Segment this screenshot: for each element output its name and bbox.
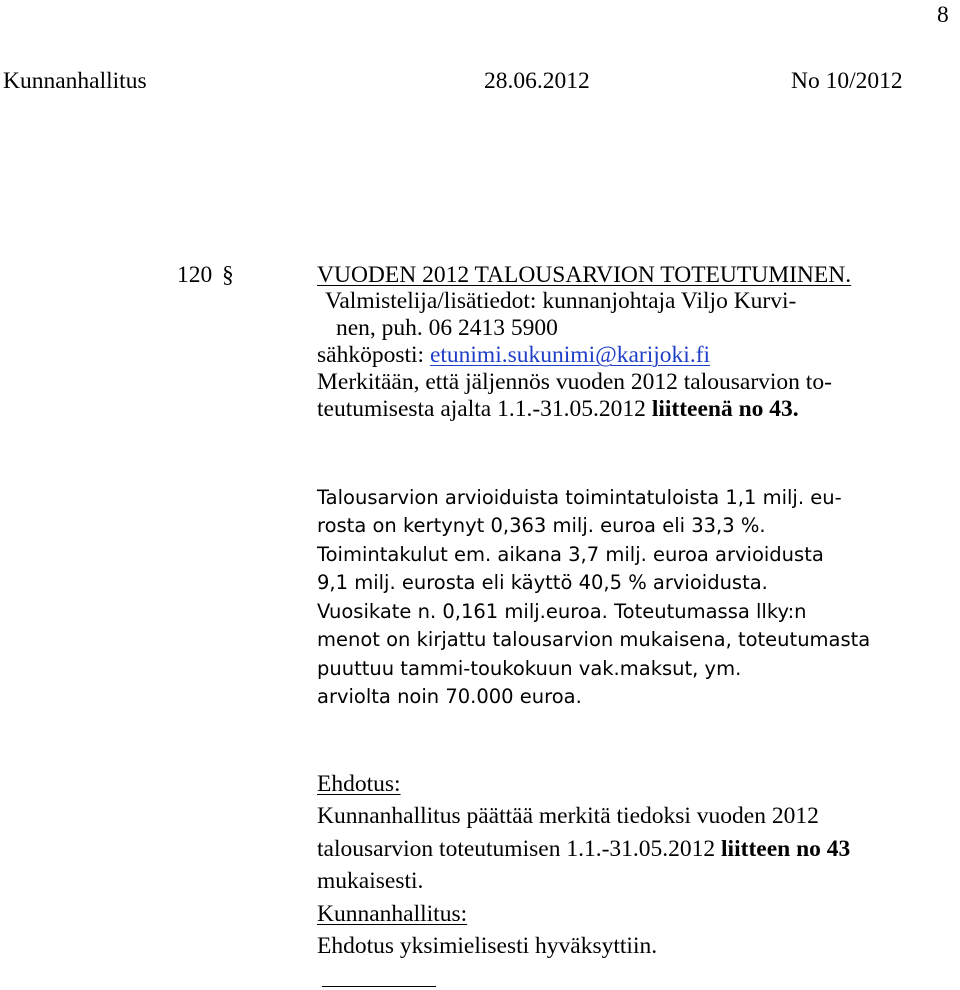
proposal-line-1: Kunnanhallitus päättää merkitä tiedoksi vuoden 2012 [317,803,819,829]
attachment-reference: liitteenä no 43. [651,396,799,422]
signature-rule [322,986,436,987]
page-number: 8 [937,2,949,28]
note-line-2-text: teutumisesta ajalta 1.1.-31.05.2012 [317,396,646,422]
header-date: 28.06.2012 [484,68,590,94]
proposal-heading: Ehdotus: [317,771,401,797]
body-line-6: menot on kirjattu talousarvion mukaisena, toteutumasta [317,628,871,651]
body-line-8: arviolta noin 70.000 euroa. [317,685,582,708]
email-line [317,344,710,368]
body-line-2: rosta on kertynyt 0,363 milj. euroa eli 33,3 %. [317,514,766,537]
section-symbol: § [222,262,234,288]
email-label: sähköposti: [317,342,425,368]
note-line-1: Merkitään, että jäljennös vuoden 2012 talousarvion to- [317,369,832,395]
decision-heading: Kunnanhallitus: [317,901,468,927]
proposal-line-3: mukaisesti. [317,868,424,894]
preparer-line-1: Valmistelija/lisätiedot: kunnanjohtaja Viljo Kurvi- [325,288,797,314]
proposal-line-2-text: talousarvion toteutumisen 1.1.-31.05.2012 [317,836,716,862]
body-line-3: Toimintakulut em. aikana 3,7 milj. euroa arvioidusta [317,543,824,566]
item-title: VUODEN 2012 TALOUSARVION TOTEUTUMINEN. [317,262,852,288]
proposal-attachment-reference: liitteen no 43 [721,836,851,862]
header-minutes-number: No 10/2012 [791,68,903,94]
item-number: 120 [177,262,213,288]
decision-text: Ehdotus yksimielisesti hyväksyttiin. [317,933,658,959]
email-link[interactable]: etunimi.sukunimi@karijoki.fi [429,342,711,368]
proposal-line-2 [317,838,850,862]
body-line-7: puuttuu tammi-toukokuun vak.maksut, ym. [317,657,742,680]
header-organ: Kunnanhallitus [3,68,147,94]
preparer-line-2: nen, puh. 06 2413 5900 [336,315,558,341]
note-line-2 [317,398,799,422]
body-line-4: 9,1 milj. eurosta eli käyttö 40,5 % arvioidusta. [317,571,768,594]
body-line-5: Vuosikate n. 0,161 milj.euroa. Toteutumassa llky:n [317,600,807,623]
body-line-1: Talousarvion arvioiduista toimintatuloista 1,1 milj. eu- [317,486,842,509]
